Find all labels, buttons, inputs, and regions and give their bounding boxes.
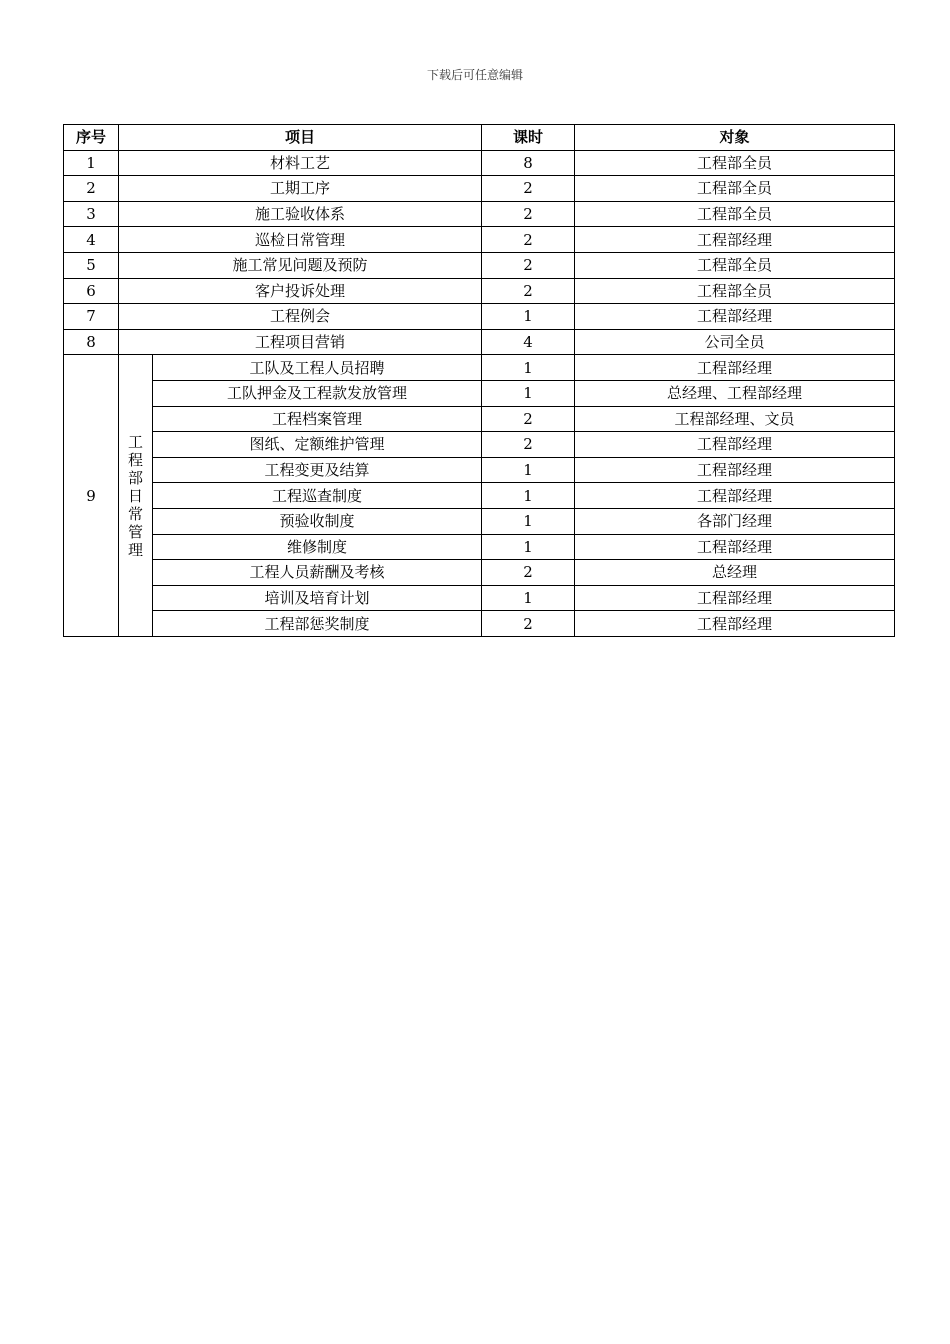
cell-item: 工队押金及工程款发放管理 <box>153 380 482 406</box>
cell-audience: 工程部全员 <box>575 176 895 202</box>
cell-audience: 公司全员 <box>575 329 895 355</box>
cell-audience: 总经理、工程部经理 <box>575 380 895 406</box>
table-header <box>64 125 895 151</box>
cell-audience: 工程部经理 <box>575 585 895 611</box>
cell-no: 5 <box>64 252 119 278</box>
header-no: 序号 <box>64 125 119 151</box>
cell-hours: 2 <box>482 611 575 637</box>
cell-item: 工程变更及结算 <box>153 457 482 483</box>
cell-audience: 工程部经理 <box>575 355 895 381</box>
cell-audience: 工程部经理 <box>575 304 895 330</box>
cell-no: 2 <box>64 176 119 202</box>
cell-audience: 工程部经理 <box>575 457 895 483</box>
header-audience: 对象 <box>575 125 895 151</box>
table-row <box>64 278 895 304</box>
header-note: 下载后可任意编辑 <box>426 68 523 82</box>
cell-hours: 1 <box>482 534 575 560</box>
cell-item: 工队及工程人员招聘 <box>153 355 482 381</box>
cell-hours: 4 <box>482 329 575 355</box>
cell-audience: 工程部全员 <box>575 201 895 227</box>
cell-hours: 2 <box>482 560 575 586</box>
table-row <box>64 611 895 637</box>
cell-audience: 工程部经理 <box>575 227 895 253</box>
category-char: 常 <box>127 504 143 523</box>
table-row <box>64 585 895 611</box>
table-row <box>64 252 895 278</box>
category-char: 管 <box>127 522 143 541</box>
category-char: 日 <box>127 486 143 505</box>
cell-item: 维修制度 <box>153 534 482 560</box>
cell-no: 6 <box>64 278 119 304</box>
table-row <box>64 457 895 483</box>
cell-item: 图纸、定额维护管理 <box>153 432 482 458</box>
cell-item: 工程例会 <box>119 304 482 330</box>
table-row <box>64 176 895 202</box>
cell-audience: 工程部经理 <box>575 611 895 637</box>
cell-hours: 2 <box>482 432 575 458</box>
cell-hours: 2 <box>482 176 575 202</box>
cell-hours: 2 <box>482 252 575 278</box>
cell-item: 预验收制度 <box>153 508 482 534</box>
cell-hours: 1 <box>482 355 575 381</box>
table-row <box>64 150 895 176</box>
cell-audience: 工程部经理 <box>575 483 895 509</box>
cell-audience: 工程部经理 <box>575 534 895 560</box>
cell-no: 4 <box>64 227 119 253</box>
table-row <box>64 201 895 227</box>
cell-item: 施工验收体系 <box>119 201 482 227</box>
cell-item: 工程档案管理 <box>153 406 482 432</box>
table-row <box>64 534 895 560</box>
cell-hours: 1 <box>482 585 575 611</box>
table-row <box>64 560 895 586</box>
cell-audience: 工程部全员 <box>575 252 895 278</box>
cell-item: 工程人员薪酬及考核 <box>153 560 482 586</box>
cell-hours: 2 <box>482 406 575 432</box>
header-hours: 课时 <box>482 125 575 151</box>
cell-hours: 1 <box>482 483 575 509</box>
category-char: 理 <box>127 540 143 559</box>
cell-item: 工程项目营销 <box>119 329 482 355</box>
cell-no: 7 <box>64 304 119 330</box>
table-row <box>64 508 895 534</box>
cell-no: 8 <box>64 329 119 355</box>
cell-hours: 2 <box>482 227 575 253</box>
cell-item: 材料工艺 <box>119 150 482 176</box>
cell-hours: 2 <box>482 201 575 227</box>
cell-no: 3 <box>64 201 119 227</box>
training-schedule-table <box>63 124 895 637</box>
cell-audience: 工程部全员 <box>575 278 895 304</box>
cell-audience: 总经理 <box>575 560 895 586</box>
group-category-vertical <box>119 355 153 637</box>
cell-item: 客户投诉处理 <box>119 278 482 304</box>
cell-hours: 1 <box>482 457 575 483</box>
cell-item: 工程部惩奖制度 <box>153 611 482 637</box>
cell-hours: 1 <box>482 304 575 330</box>
table-row <box>64 483 895 509</box>
cell-audience: 工程部全员 <box>575 150 895 176</box>
table-body <box>64 150 895 636</box>
cell-item: 工期工序 <box>119 176 482 202</box>
header-row <box>64 125 895 151</box>
cell-hours: 8 <box>482 150 575 176</box>
table-row <box>64 227 895 253</box>
cell-hours: 2 <box>482 278 575 304</box>
cell-audience: 工程部经理 <box>575 432 895 458</box>
cell-no: 1 <box>64 150 119 176</box>
table-row <box>64 329 895 355</box>
cell-audience: 工程部经理、文员 <box>575 406 895 432</box>
category-char: 程 <box>127 450 143 469</box>
category-char: 工 <box>127 432 143 451</box>
cell-item: 巡检日常管理 <box>119 227 482 253</box>
table-row <box>64 304 895 330</box>
table-row <box>64 380 895 406</box>
header-item: 项目 <box>119 125 482 151</box>
cell-item: 工程巡查制度 <box>153 483 482 509</box>
table-row <box>64 406 895 432</box>
category-char: 部 <box>127 468 143 487</box>
table-row <box>64 355 895 381</box>
cell-hours: 1 <box>482 508 575 534</box>
cell-audience: 各部门经理 <box>575 508 895 534</box>
cell-hours: 1 <box>482 380 575 406</box>
cell-item: 培训及培育计划 <box>153 585 482 611</box>
group-no: 9 <box>64 355 119 637</box>
cell-item: 施工常见问题及预防 <box>119 252 482 278</box>
table-row <box>64 432 895 458</box>
